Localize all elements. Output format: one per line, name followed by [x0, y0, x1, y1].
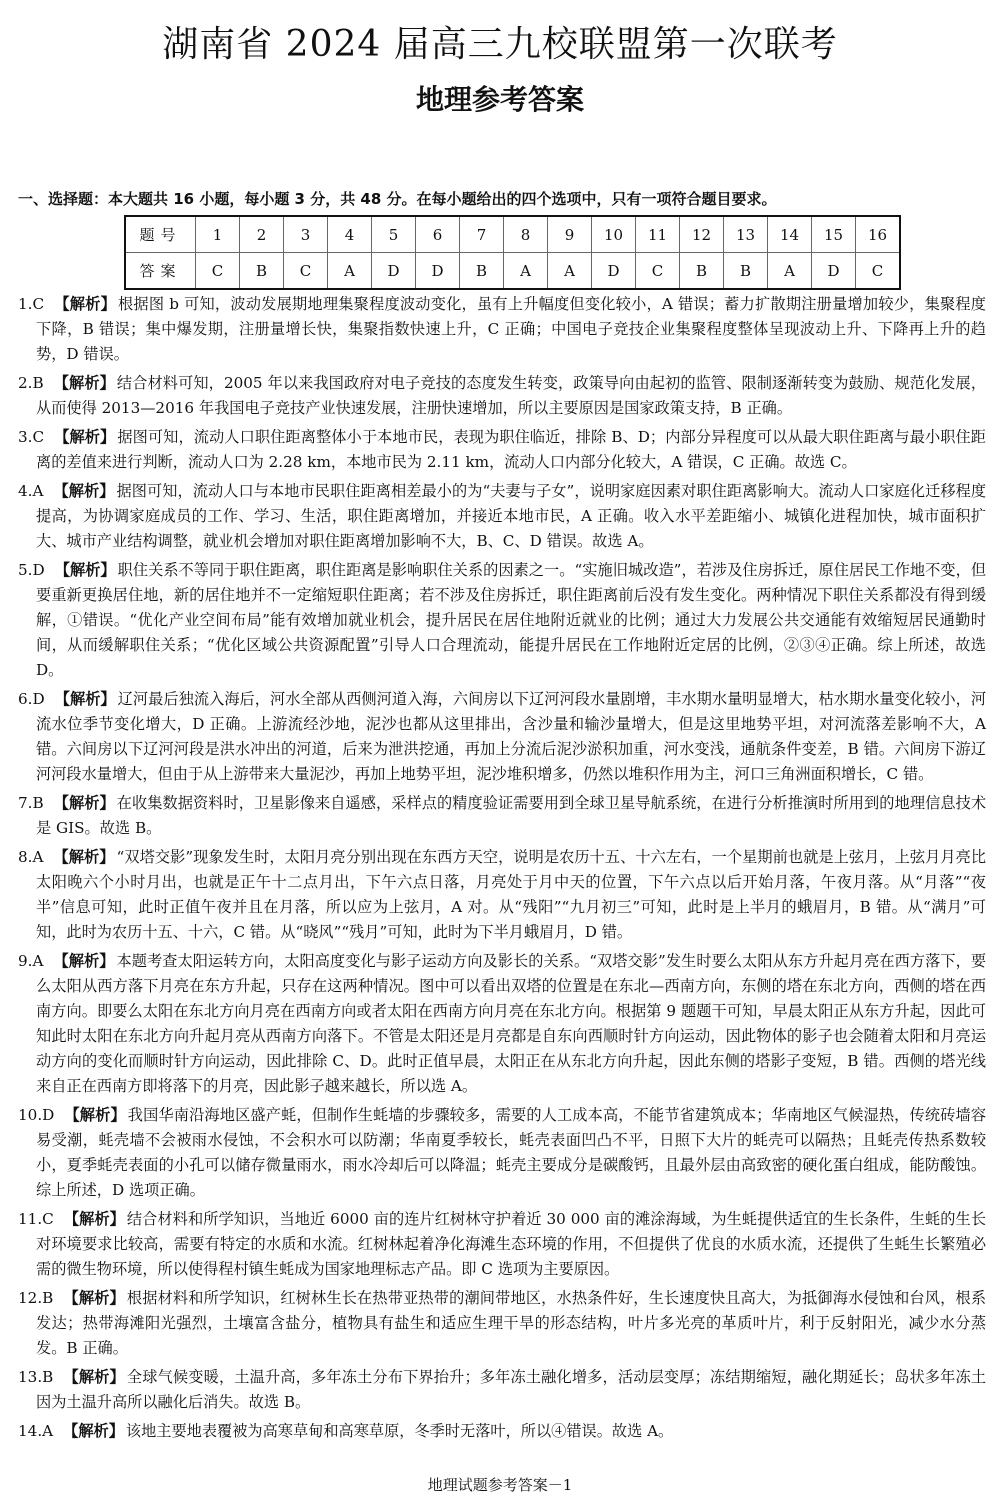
explanation-item: [18, 949, 986, 1099]
document-subtitle: 地理参考答案: [415, 83, 584, 116]
row-label-answer: 答案: [125, 253, 196, 290]
item-text: “双塔交影”现象发生时，太阳月亮分别出现在东西方天空，说明是农历十五、十六左右，一个星期前也就是上弦月，上弦月月亮比太阳晚六个小时月出，也就是正午十二点月出，下午六点日落，月亮处于月中天的位置，下午六点以后开始月落，午夜月落。从“月落”“夜半”信息可知，此时正值午夜并且在月落，所以应为上弦月，A 对。从“残阳”“九月初三”可知，此时是上半月的蛾眉月，B 错。从“满月”可知，此时为农历十五、十六，C 错。从“晓风”“残月”可知，此时为下半月蛾眉月，D 错。: [36, 848, 987, 941]
item-number: 4.A: [18, 482, 44, 500]
explanation-item: [18, 1103, 986, 1203]
question-number: 3: [284, 216, 328, 253]
item-text: 全球气候变暖，土温升高，多年冻土分布下界抬升；多年冻土融化增多，活动层变厚；冻结期缩短，融化期延长；岛状多年冻土因为土温升高所以融化后消失。故选 B。: [36, 1368, 987, 1411]
item-text: 职住关系不等同于职住距离，职住距离是影响职住关系的因素之一。“实施旧城改造”，若涉及住房拆迁，原住居民工作地不变，但要重新更换居住地，新的居住地并不一定缩短职住距离；若不涉及住房拆迁，职住距离前后没有发生变化。两种情况下职住关系都没有得到缓解，①错误。“优化产业空间布局”能有效增加就业机会，提升居民在居住地附近就业的比例；通过大力发展公共交通能有效缩短居民通勤时间，从而缓解职住关系；“优化区域公共资源配置”引导人口合理流动，能提升居民在工作地附近定居的比例，②③④正确。综上所述，故选 D。: [36, 561, 987, 679]
answer-cell: B: [240, 253, 284, 290]
answer-cell: C: [196, 253, 240, 290]
analysis-tag: 【解析】: [63, 1368, 125, 1386]
explanation-item: [18, 1419, 986, 1444]
answer-cell: D: [592, 253, 636, 290]
item-text: 根据图 b 可知，波动发展期地理集聚程度波动变化，虽有上升幅度但变化较小，A 错误；蓄力扩散期注册量增加较少，集聚程度下降，B 错误；集中爆发期，注册量增长快，集聚指数快速上升，C 正确；中国电子竞技企业集聚程度整体呈现波动上升、下降再上升的趋势，D 错误。: [36, 295, 986, 363]
analysis-tag: 【解析】: [63, 1422, 124, 1440]
answer-cell: D: [812, 253, 856, 290]
analysis-tag: 【解析】: [63, 1289, 125, 1307]
answer-cell: A: [328, 253, 372, 290]
item-text: 据图可知，流动人口职住距离整体小于本地市民，表现为职住临近，排除 B、D；内部分异程度可以从最大职住距离与最小职住距离的差值来进行判断，流动人口为 2.28 km，本地市民为 2.11 km，流动人口内部分化较大，A 错误，C 正确。故选 C。: [36, 428, 986, 471]
analysis-tag: 【解析】: [63, 1210, 125, 1228]
answer-row: [125, 253, 900, 290]
analysis-tag: 【解析】: [54, 690, 116, 708]
analysis-tag: 【解析】: [53, 848, 115, 866]
explanation-item: [18, 1286, 986, 1361]
item-number: 11.C: [18, 1210, 54, 1228]
answer-cell: C: [636, 253, 680, 290]
section-heading: 一、选择题：本大题共 16 小题，每小题 3 分，共 48 分。在每小题给出的四个选项中，只有一项符合题目要求。: [18, 190, 777, 208]
row-label-question: 题号: [125, 216, 196, 253]
explanation-item: [18, 425, 986, 475]
answer-cell: A: [504, 253, 548, 290]
explanation-item: [18, 479, 986, 554]
item-text: 结合材料可知，2005 年以来我国政府对电子竞技的态度发生转变，政策导向由起初的监管、限制逐渐转变为鼓励、规范化发展，从而使得 2013—2016 年我国电子竞技产业快速发展，注册快速增加，所以主要原因是国家政策支持，B 正确。: [36, 374, 987, 417]
item-text: 根据材料和所学知识，红树林生长在热带亚热带的潮间带地区，水热条件好，生长速度快且高大，为抵御海水侵蚀和台风，根系发达；热带海滩阳光强烈，土壤富含盐分，植物具有盐生和适应生理干旱的形态结构，叶片多光亮的革质叶片，利于反射阳光，减少水分蒸发。B 正确。: [36, 1289, 987, 1357]
item-number: 7.B: [18, 794, 44, 812]
question-number: 8: [504, 216, 548, 253]
question-number-row: [125, 216, 900, 253]
question-number: 10: [592, 216, 636, 253]
explanation-item: [18, 687, 986, 787]
item-text: 我国华南沿海地区盛产蚝，但制作生蚝墙的步骤较多，需要的人工成本高，不能节省建筑成本；华南地区气候湿热，传统砖墙容易受潮，蚝壳墙不会被雨水侵蚀，不会积水可以防潮；华南夏季较长，蚝壳表面凹凸不平，日照下大片的蚝壳可以隔热；且蚝壳传热系数较小，夏季蚝壳表面的小孔可以储存微量雨水，雨水冷却后可以降温；蚝壳主要成分是碳酸钙，且最外层由高致密的硬化蛋白组成，能防酸蚀。综上所述，D 选项正确。: [36, 1106, 987, 1199]
item-number: 10.D: [18, 1106, 55, 1124]
analysis-tag: 【解析】: [64, 1106, 126, 1124]
explanation-item: [18, 791, 986, 841]
item-number: 8.A: [18, 848, 44, 866]
explanation-item: [18, 292, 986, 367]
question-number: 12: [680, 216, 724, 253]
question-number: 9: [548, 216, 592, 253]
answer-cell: C: [856, 253, 901, 290]
explanation-item: [18, 845, 986, 945]
item-number: 14.A: [18, 1422, 54, 1440]
question-number: 5: [372, 216, 416, 253]
question-number: 14: [768, 216, 812, 253]
question-number: 7: [460, 216, 504, 253]
question-number: 11: [636, 216, 680, 253]
explanation-item: [18, 1365, 986, 1415]
document-title: 湖南省 2024 届高三九校联盟第一次联考: [162, 24, 838, 65]
answer-cell: B: [680, 253, 724, 290]
answer-cell: C: [284, 253, 328, 290]
item-text: 据图可知，流动人口与本地市民职住距离相差最小的为“夫妻与子女”，说明家庭因素对职住距离影响大。流动人口家庭化迁移程度提高，为协调家庭成员的工作、学习、生活，职住距离增加，并接近本地市民，A 正确。收入水平差距缩小、城镇化进程加快，城市面积扩大、城市产业结构调整，就业机会增加对职住距离增加影响不大，B、C、D 错误。故选 A。: [36, 482, 987, 550]
item-text: 该地主要地表覆被为高寒草甸和高寒草原，冬季时无落叶，所以④错误。故选 A。: [125, 1422, 674, 1440]
explanation-item: [18, 558, 986, 683]
explanation-item: [18, 371, 986, 421]
question-number: 13: [724, 216, 768, 253]
item-number: 2.B: [18, 374, 44, 392]
answer-cell: D: [372, 253, 416, 290]
item-text: 结合材料和所学知识，当地近 6000 亩的连片红树林守护着近 30 000 亩的滩涂海域，为生蚝提供适宜的生长条件，生蚝的生长对环境要求比较高，需要有特定的水质和水流。红树林起着净化海滩生态环境的作用，不但提供了优良的水质水流，还提供了生蚝生长繁殖必需的微生物环境，所以使得程村镇生蚝成为国家地理标志产品。即 C 选项为主要原因。: [36, 1210, 987, 1278]
analysis-tag: 【解析】: [54, 295, 117, 313]
item-number: 9.A: [18, 952, 44, 970]
item-number: 5.D: [18, 561, 45, 579]
question-number: 2: [240, 216, 284, 253]
answer-table: [124, 215, 901, 290]
analysis-tag: 【解析】: [53, 374, 115, 392]
explanation-list: [18, 292, 986, 1448]
item-text: 本题考查太阳运转方向，太阳高度变化与影子运动方向及影长的关系。“双塔交影”发生时要么太阳从东方升起月亮在西方落下，要么太阳从西方落下月亮在东方升起，只存在这两种情况。图中可以看出双塔的位置是在东北—西南方向，东侧的塔在东北方向，西侧的塔在西南方向。即要么太阳在东北方向月亮在西南方向或者太阳在西南方向月亮在东北方向。根据第 9 题题干可知，早晨太阳正从东方升起，因此可知此时太阳在东北方向升起月亮从西南方向落下。不管是太阳还是月亮都是自东向西顺时针方向运动，因此物体的影子也会随着太阳和月亮运动方向的变化而顺时针方向运动，因此排除 C、D。此时正值早晨，太阳正在从东北方向升起，因此东侧的塔影子变短，B 错。西侧的塔光线来自正在西南方即将落下的月亮，因此影子越来越长，所以选 A。: [36, 952, 987, 1095]
analysis-tag: 【解析】: [53, 952, 115, 970]
answer-cell: A: [548, 253, 592, 290]
analysis-tag: 【解析】: [53, 482, 115, 500]
question-number: 16: [856, 216, 901, 253]
item-text: 在收集数据资料时，卫星影像来自遥感，采样点的精度验证需要用到全球卫星导航系统，在进行分析推演时所用到的地理信息技术是 GIS。故选 B。: [36, 794, 987, 837]
answer-cell: B: [724, 253, 768, 290]
analysis-tag: 【解析】: [53, 794, 115, 812]
answer-cell: A: [768, 253, 812, 290]
item-text: 辽河最后独流入海后，河水全部从西侧河道入海，六间房以下辽河河段水量剧增，丰水期水量明显增大，枯水期水量变化较小，河流水位季节变化增大，D 正确。上游流经沙地，泥沙也都从这里排出，含沙量和输沙量增大，但是这里地势平坦，对河流落差影响不大，A 错。六间房以下辽河河段是洪水冲出的河道，后来为泄洪挖通，再加上分流后泥沙淤积加重，河水变浅，通航条件变差，B 错。六间房下游辽河河段水量增大，但由于从上游带来大量泥沙，再加上地势平坦，泥沙堆积增多，仍然以堆积作用为主，河口三角洲面积增长，C 错。: [36, 690, 987, 783]
question-number: 4: [328, 216, 372, 253]
answer-cell: B: [460, 253, 504, 290]
item-number: 13.B: [18, 1368, 54, 1386]
item-number: 6.D: [18, 690, 45, 708]
analysis-tag: 【解析】: [54, 561, 116, 579]
item-number: 3.C: [18, 428, 45, 446]
question-number: 1: [196, 216, 240, 253]
explanation-item: [18, 1207, 986, 1282]
question-number: 6: [416, 216, 460, 253]
item-number: 12.B: [18, 1289, 54, 1307]
item-number: 1.C: [18, 295, 45, 313]
question-number: 15: [812, 216, 856, 253]
analysis-tag: 【解析】: [54, 428, 116, 446]
answer-cell: D: [416, 253, 460, 290]
page-footer: 地理试题参考答案－1: [427, 1476, 573, 1494]
